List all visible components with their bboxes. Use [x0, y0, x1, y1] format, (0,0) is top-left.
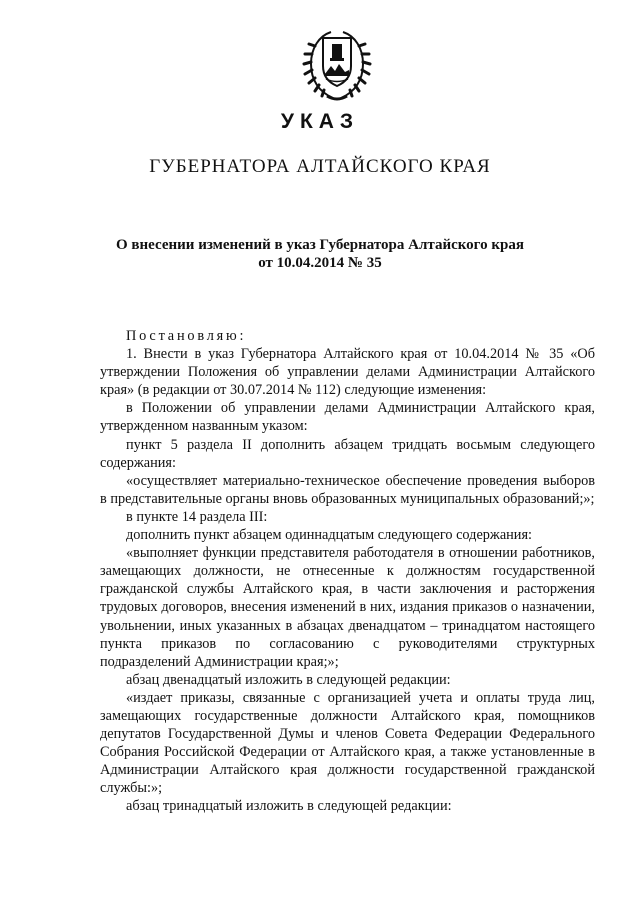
- paragraph-1: 1. Внести в указ Губернатора Алтайского края от 10.04.2014 № 35 «Об утверждении Положения об управлении делами Администрации Алтайского края» (в редакции от 30.07.2014 № 112) следующие изменения:: [100, 346, 595, 399]
- paragraph-8: абзац двенадцатый изложить в следующей редакции:: [126, 671, 451, 688]
- paragraph-2: в Положении об управлении делами Администрации Алтайского края, утвержденном названным указом:: [100, 400, 595, 435]
- paragraph-3: пункт 5 раздела II дополнить абзацем тридцать восьмым следующего содержания:: [100, 436, 595, 471]
- paragraph-4: «осуществляет материально-техническое обеспечение проведения выборов в представительные органы вновь образованных муниципальных образований;»;: [100, 472, 595, 507]
- paragraph-7: «выполняет функции представителя работодателя в отношении работников, замещающих должности, не отнесенные к должностям государственной гражданской службы Алтайского края, в части заключения и расторжения трудовых договоров, внесения изменений в них, издания приказов о назначении, увольнении, иных указанных в абзацах двенадцатом – тринадцатом настоящего пункта приказов по согласованию с руководителями структурных подразделений Администрации края;»;: [100, 545, 595, 670]
- document-heading: [0, 236, 640, 272]
- resolve-paragraph: Постановляю:: [126, 328, 247, 344]
- document-body: [100, 327, 595, 816]
- paragraph-9: «издает приказы, связанные с организацией учета и оплаты труда лиц, замещающих государственные должности Алтайского края, помощников депутатов Государственной Думы и членов Совета Федерации Федерального Собрания Российской Федерации от Алтайского края, а также установленные в Администрации Алтайского края должности государственной гражданской службы:»;: [100, 689, 595, 797]
- document-type-title: УКАЗ: [280, 110, 360, 133]
- heading-line-2: от 10.04.2014 № 35: [258, 255, 382, 271]
- issuer-subtitle: ГУБЕРНАТОРА АЛТАЙСКОГО КРАЯ: [149, 156, 491, 177]
- paragraph-5: в пункте 14 раздела III:: [126, 508, 268, 525]
- coat-of-arms-icon: [301, 24, 373, 102]
- paragraph-10: абзац тринадцатый изложить в следующей редакции:: [126, 798, 452, 815]
- heading-line-1: О внесении изменений в указ Губернатора Алтайского края: [116, 237, 524, 253]
- paragraph-6: дополнить пункт абзацем одиннадцатым следующего содержания:: [126, 527, 533, 544]
